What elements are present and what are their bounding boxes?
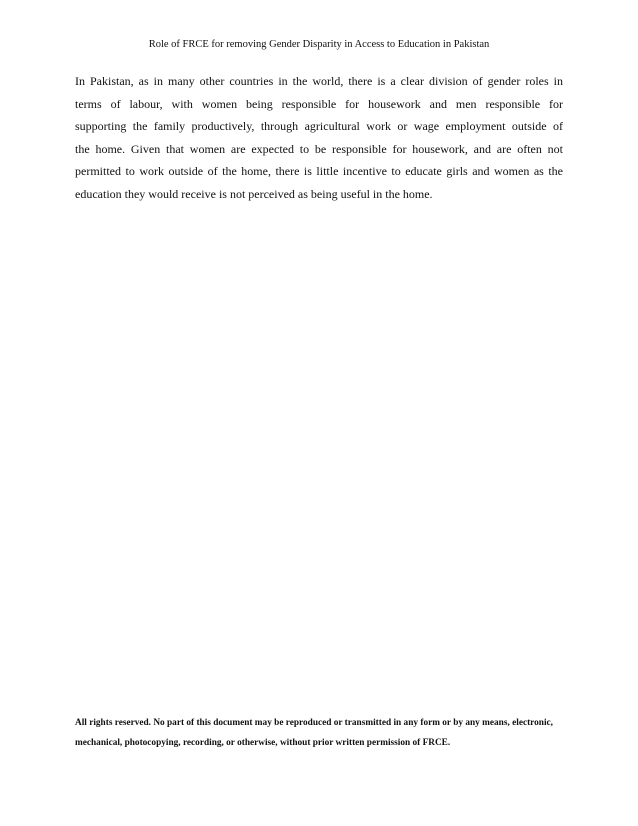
paragraph-line: terms of labour, with women being responsible for housework and men responsible for [75, 96, 563, 111]
paragraph-line: supporting the family productively, through agricultural work or wage employment outside of [75, 119, 563, 134]
paragraph-line: permitted to work outside of the home, there is little incentive to educate girls and women as the [75, 164, 563, 179]
copyright-notice-line: All rights reserved. No part of this document may be reproduced or transmitted in any form or by any means, electronic, [75, 718, 553, 728]
copyright-notice [75, 713, 567, 753]
copyright-notice-line: mechanical, photocopying, recording, or otherwise, without prior written permission of FRCE. [75, 738, 451, 748]
paragraph-line: education they would receive is not perceived as being useful in the home. [75, 186, 433, 201]
running-header: Role of FRCE for removing Gender Disparity in Access to Education in Pakistan [148, 39, 490, 50]
body-paragraph [75, 70, 563, 206]
paragraph-line: In Pakistan, as in many other countries in the world, there is a clear division of gender roles in [75, 74, 563, 88]
paragraph-line: the home. Given that women are expected to be responsible for housework, and are often not [75, 141, 563, 156]
